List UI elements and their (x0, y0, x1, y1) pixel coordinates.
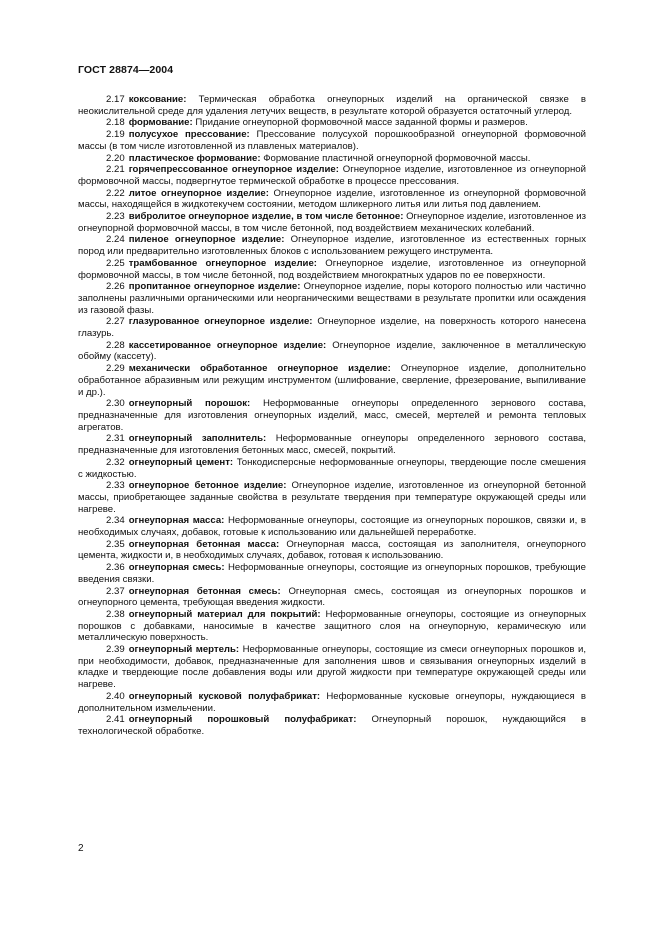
entry-definition: Огнеупорный порошок, нуждающийся в технологической обработке. (78, 714, 586, 737)
entry-definition: Тонкодисперсные неформованные огнеупоры, твердеющие после смешения с жидкостью. (78, 456, 586, 480)
entry-term: пиленое огнеупорное изделие: (128, 234, 285, 246)
entry-term: пропитанное огнеупорное изделие: (128, 281, 301, 293)
entry-number: 2.29 (106, 363, 125, 375)
entry-definition: Огнеупорное изделие, дополнительно обработанное абразивным или режущим инструментом (шлифование, сверление, фрезерование, выпиливание и др.). (78, 363, 586, 398)
page-number: 2 (78, 843, 84, 854)
definition-entry (78, 515, 586, 538)
entry-definition: Огнеупорное изделие, поры которого полностью или частично заполнены различными органическими или неорганическими веществами в результате пропитки или осаждения из газовой фазы. (78, 281, 586, 316)
definition-entry (78, 457, 586, 480)
entry-definition: Придание огнеупорной формовочной массе заданной формы и размеров. (195, 117, 528, 129)
entry-number: 2.39 (106, 644, 125, 656)
entry-number: 2.24 (106, 234, 125, 246)
definition-entry (78, 398, 586, 433)
definition-entry (78, 316, 586, 339)
entry-term: огнеупорный кусковой полуфабрикат: (128, 690, 321, 702)
entry-number: 2.33 (106, 480, 125, 492)
entry-definition: Формование пластичной огнеупорной формовочной массы. (263, 152, 531, 164)
entry-number: 2.25 (106, 257, 125, 269)
definition-entry (78, 714, 586, 737)
definition-entry (78, 340, 586, 363)
entry-term: огнеупорная бетонная смесь: (128, 585, 281, 597)
entry-definition: Огнеупорное изделие, изготовленное из огнеупорной формовочной массы, находящейся в жидкотекучем состоянии, методом шликерного литья или литья под давлением. (78, 187, 586, 211)
entry-number: 2.35 (106, 538, 125, 550)
entry-term: огнеупорный материал для покрытий: (128, 608, 321, 620)
definition-entry (78, 562, 586, 585)
entry-number: 2.36 (106, 562, 125, 574)
entry-term: горячепрессованное огнеупорное изделие: (128, 164, 339, 176)
definition-entry (78, 691, 586, 714)
entry-number: 2.26 (106, 281, 125, 293)
entry-term: огнеупорный порошок: (128, 398, 251, 410)
entry-number: 2.34 (106, 515, 125, 527)
entry-term: литое огнеупорное изделие: (128, 187, 269, 199)
entry-number: 2.28 (106, 339, 125, 351)
definition-entry (78, 258, 586, 281)
entry-number: 2.21 (106, 164, 125, 176)
entry-term: кассетированное огнеупорное изделие: (128, 339, 327, 351)
document-header: ГОСТ 28874—2004 (78, 64, 174, 76)
definition-entry (78, 129, 586, 152)
entry-definition: Термическая обработка огнеупорных изделий на органической связке в неокислительной среде для удаления летучих веществ, в результате которой образуется остаточный углерод. (78, 94, 586, 117)
definition-entry (78, 433, 586, 456)
entry-term: огнеупорная смесь: (128, 562, 225, 574)
entry-term: огнеупорный заполнитель: (128, 433, 267, 445)
entry-term: трамбованное огнеупорное изделие: (128, 257, 317, 269)
definition-entry (78, 153, 586, 165)
entry-number: 2.32 (106, 456, 125, 468)
entry-definition: Огнеупорное изделие, изготовленное из естественных горных пород или предварительно изготовленных блоков с использованием режущего инструмента. (78, 234, 586, 258)
entry-number: 2.37 (106, 585, 125, 597)
entry-definition: Огнеупорная смесь, состоящая из огнеупорных порошков и огнеупорного цемента, требующая введения жидкости. (78, 585, 586, 609)
entry-term: огнеупорное бетонное изделие: (128, 480, 287, 492)
entry-number: 2.18 (106, 117, 125, 129)
definition-entry (78, 211, 586, 234)
entry-definition: Огнеупорная масса, состоящая из заполнителя, огнеупорного цемента, жидкости и, в необходимых случаях, добавок, готовая к использованию. (78, 538, 586, 562)
entry-number: 2.30 (106, 398, 125, 410)
entry-definition: Прессование полусухой порошкообразной огнеупорной формовочной массы (в том числе изготовленной из плавленых материалов). (78, 129, 587, 152)
definitions-list (78, 94, 586, 738)
entry-term: огнеупорный мертель: (128, 644, 240, 656)
definition-entry (78, 164, 586, 187)
entry-definition: Неформованные огнеупоры, состоящие из огнеупорных порошков с добавками, наносимые в качестве защитного слоя на огнеупорную, керамическую или металлическую поверхность. (78, 608, 586, 644)
entry-definition: Огнеупорное изделие, заключенное в металлическую обойму (кассету). (78, 339, 586, 363)
entry-definition: Неформованные огнеупоры определенного зернового состава, предназначенные для изготовления огнеупорных изделий, масс, смесей, мертелей и ремонта тепловых агрегатов. (78, 398, 587, 433)
entry-definition: Неформованные кусковые огнеупоры, нуждающиеся в дополнительном измельчении. (78, 690, 587, 714)
entry-term: огнеупорная бетонная масса: (128, 538, 280, 550)
entry-term: вибролитое огнеупорное изделие, в том числе бетонное: (128, 211, 404, 223)
entry-number: 2.17 (106, 94, 125, 105)
entry-number: 2.38 (106, 608, 125, 620)
entry-term: огнеупорная масса: (128, 515, 225, 527)
entry-definition: Неформованные огнеупоры определенного зернового состава, предназначенные для изготовления бетонных масс, смесей, покрытий. (78, 433, 586, 457)
entry-definition: Неформованные огнеупоры, состоящие из огнеупорных порошков, связки и, в необходимых случаях, добавок, готовые к использованию или дальнейшей переработке. (78, 515, 586, 539)
entry-term: полусухое прессование: (128, 129, 250, 141)
definition-entry (78, 644, 586, 691)
definition-entry (78, 94, 586, 117)
entry-term: глазурованное огнеупорное изделие: (128, 316, 313, 328)
definition-entry (78, 117, 586, 129)
definition-entry (78, 234, 586, 257)
entry-term: формование: (128, 117, 193, 129)
entry-number: 2.23 (106, 211, 125, 223)
entry-term: пластическое формование: (128, 152, 261, 164)
definition-entry (78, 188, 586, 211)
entry-definition: Огнеупорное изделие, изготовленное из огнеупорной бетонной массы, приобретающее заданные свойства в результате твердения при температуре окружающей среды или нагреве. (78, 480, 587, 515)
entry-number: 2.20 (106, 152, 125, 164)
definition-entry (78, 539, 586, 562)
entry-definition: Огнеупорное изделие, на поверхность которого нанесена глазурь. (78, 316, 586, 340)
entry-definition: Неформованные огнеупоры, состоящие из огнеупорных порошков, требующие введения связки. (78, 562, 586, 585)
entry-term: коксование: (128, 94, 187, 105)
entry-term: огнеупорный порошковый полуфабрикат: (128, 714, 357, 726)
entry-number: 2.19 (106, 129, 125, 141)
entry-definition: Неформованные огнеупоры, состоящие из смеси огнеупорных порошков и, при необходимости, добавок, предназначенные для заполнения швов и связывания огнеупорных изделий в кладке и твердеющие после добавления воды или другой жидкости при температуре окружающей среды или нагреве. (78, 644, 586, 691)
entry-number: 2.27 (106, 316, 125, 328)
entry-definition: Огнеупорное изделие, изготовленное из огнеупорной формовочной массы, подвергнутое термической обработке в процессе прессования. (78, 164, 587, 187)
entry-definition: Огнеупорное изделие, изготовленное из огнеупорной формовочной массы, в том числе бетонной, под воздействием многократных ударов по ее поверхности. (78, 257, 587, 281)
entry-number: 2.40 (106, 690, 125, 702)
entry-number: 2.41 (106, 714, 125, 726)
entry-number: 2.31 (106, 433, 125, 445)
definition-entry (78, 480, 586, 515)
entry-definition: Огнеупорное изделие, изготовленное из огнеупорной формовочной массы, в том числе бетонной, под воздействием механических колебаний. (78, 211, 586, 234)
definition-entry (78, 281, 586, 316)
definition-entry (78, 609, 586, 644)
entry-number: 2.22 (106, 187, 125, 199)
entry-term: механически обработанное огнеупорное изделие: (128, 363, 391, 375)
definition-entry (78, 363, 586, 398)
entry-term: огнеупорный цемент: (128, 456, 234, 468)
definition-entry (78, 586, 586, 609)
